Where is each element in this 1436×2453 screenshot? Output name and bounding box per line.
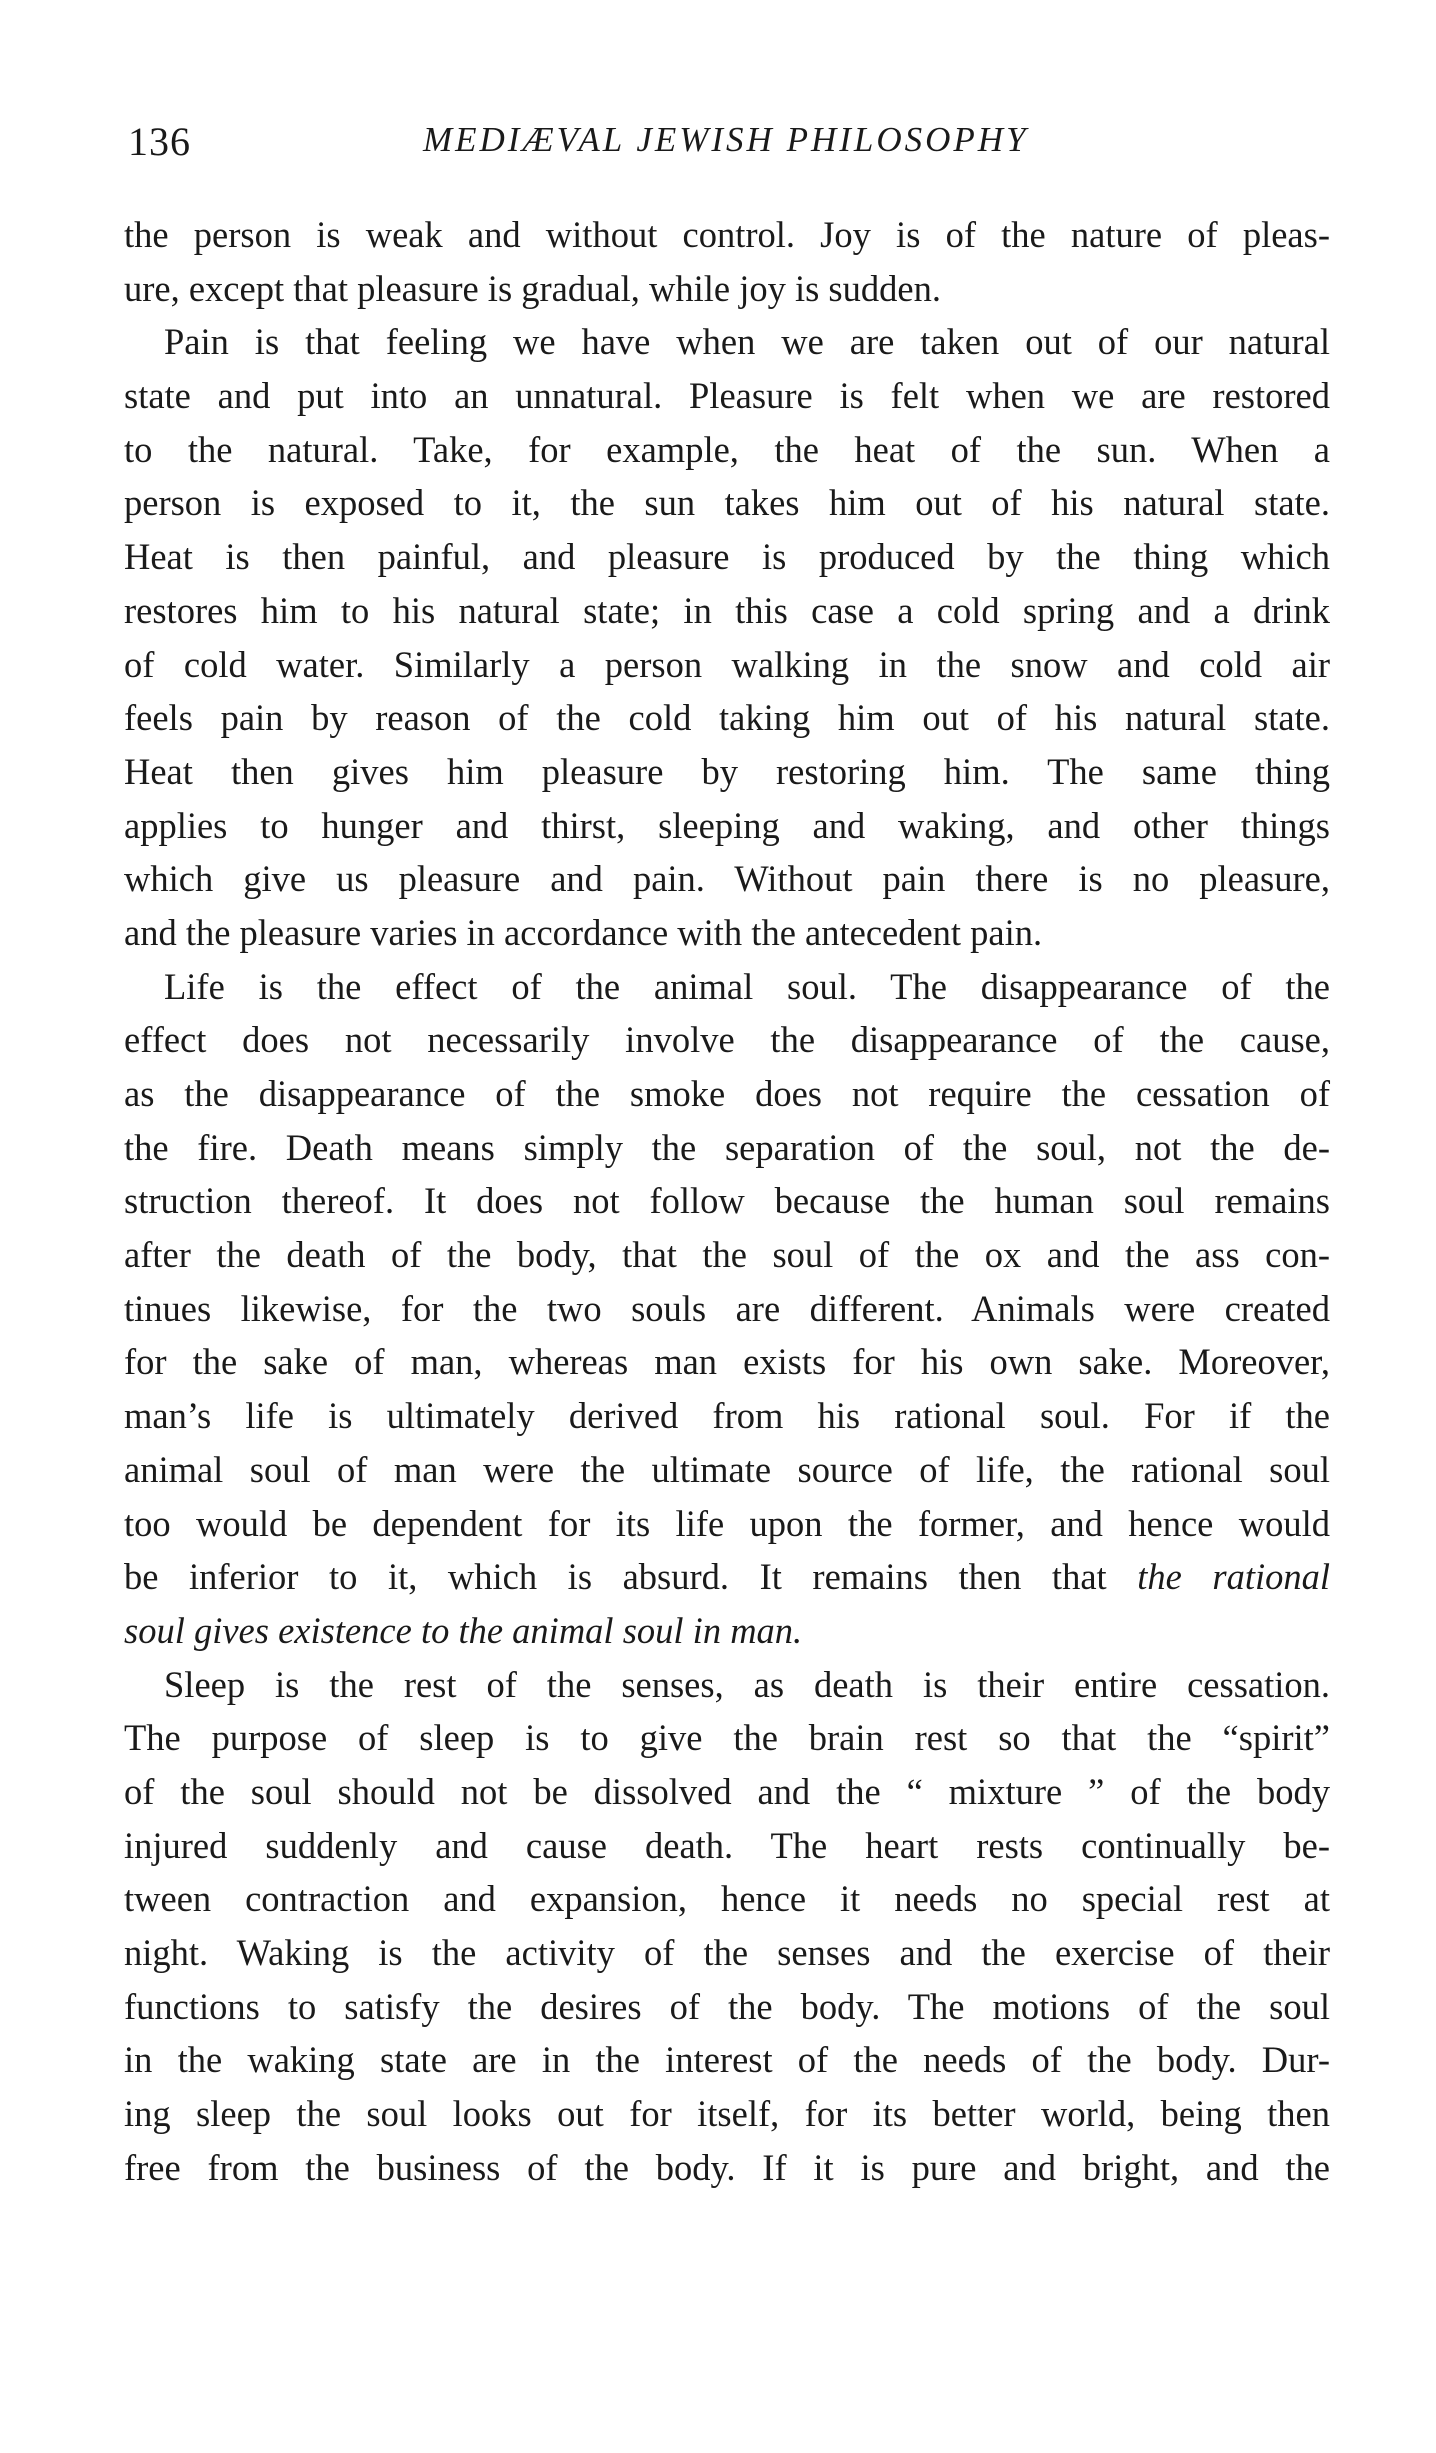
paragraph: [124, 1658, 1330, 2195]
text-line: and the pleasure varies in accordance with the antecedent pain.: [124, 911, 1043, 953]
text-line: [124, 1604, 1330, 1658]
text-line: Sleep is the rest of the senses, as death is their entire cessation.: [164, 1663, 1330, 1705]
text-line: as the disappearance of the smoke does not require the cessation of: [124, 1073, 1330, 1114]
text-line: too would be dependent for its life upon the former, and hence would: [124, 1502, 1330, 1544]
text-line: state and put into an unnatural. Pleasure is felt when we are restored: [124, 375, 1330, 417]
text-line: to the natural. Take, for example, the heat of the sun. When a: [124, 428, 1330, 470]
text-line: injured suddenly and cause death. The heart rests continually be-: [124, 1824, 1330, 1866]
text-line: [124, 1550, 1330, 1604]
text-line: feels pain by reason of the cold taking him out of his natural state.: [124, 697, 1330, 739]
paragraph: [124, 208, 1330, 315]
page-header: [128, 118, 1328, 178]
text-line: free from the business of the body. If it is pure and bright, and the: [124, 2146, 1330, 2188]
text-line: which give us pleasure and pain. Without pain there is no pleasure,: [124, 858, 1330, 900]
text-line: Life is the effect of the animal soul. The disappearance of the: [164, 965, 1330, 1007]
text-line: effect does not necessarily involve the disappearance of the cause,: [124, 1019, 1330, 1061]
paragraph: [124, 315, 1330, 959]
running-head: MEDIÆVAL JEWISH PHILOSOPHY: [423, 120, 1029, 159]
italic-run: the rational: [1137, 1556, 1331, 1598]
text-line: The purpose of sleep is to give the brain rest so that the “spirit”: [124, 1717, 1330, 1759]
text-line: night. Waking is the activity of the senses and the exercise of their: [124, 1932, 1330, 1973]
text-line: of the soul should not be dissolved and the “ mixture ” of the body: [124, 1770, 1330, 1812]
text-line: tween contraction and expansion, hence it needs no special rest at: [124, 1878, 1330, 1920]
text-line: man’s life is ultimately derived from his rational soul. For if the: [124, 1395, 1330, 1437]
text-line: applies to hunger and thirst, sleeping and waking, and other things: [124, 804, 1330, 846]
body-text: [124, 208, 1330, 2194]
text-line: for the sake of man, whereas man exists for his own sake. Moreover,: [124, 1341, 1330, 1383]
text-line: struction thereof. It does not follow because the human soul remains: [124, 1180, 1330, 1222]
text-line: after the death of the body, that the soul of the ox and the ass con-: [124, 1234, 1330, 1276]
text-line: in the waking state are in the interest of the needs of the body. Dur-: [124, 2039, 1330, 2081]
text-line: Pain is that feeling we have when we are taken out of our natural: [164, 321, 1330, 363]
page-number: 136: [128, 119, 191, 164]
italic-run: soul gives existence to the animal soul in man.: [124, 1609, 803, 1651]
text-line: of cold water. Similarly a person walking in the snow and cold air: [124, 643, 1330, 685]
text-run: be inferior to it, which is absurd. It remains then that: [124, 1556, 1107, 1598]
text-line: the person is weak and without control. Joy is of the nature of pleas-: [124, 214, 1330, 255]
text-line: Heat is then painful, and pleasure is produced by the thing which: [124, 536, 1330, 578]
text-line: restores him to his natural state; in this case a cold spring and a drink: [124, 589, 1330, 631]
text-line: animal soul of man were the ultimate source of life, the rational soul: [124, 1448, 1330, 1490]
paragraph: [124, 960, 1330, 1658]
text-line: person is exposed to it, the sun takes him out of his natural state.: [124, 482, 1330, 524]
text-line: Heat then gives him pleasure by restoring him. The same thing: [124, 750, 1330, 792]
text-line: ure, except that pleasure is gradual, while joy is sudden.: [124, 267, 941, 309]
text-line: tinues likewise, for the two souls are different. Animals were created: [124, 1287, 1330, 1329]
text-line: functions to satisfy the desires of the body. The motions of the soul: [124, 1985, 1330, 2027]
text-line: ing sleep the soul looks out for itself, for its better world, being then: [124, 2093, 1330, 2135]
text-line: the fire. Death means simply the separation of the soul, not the de-: [124, 1126, 1330, 1168]
